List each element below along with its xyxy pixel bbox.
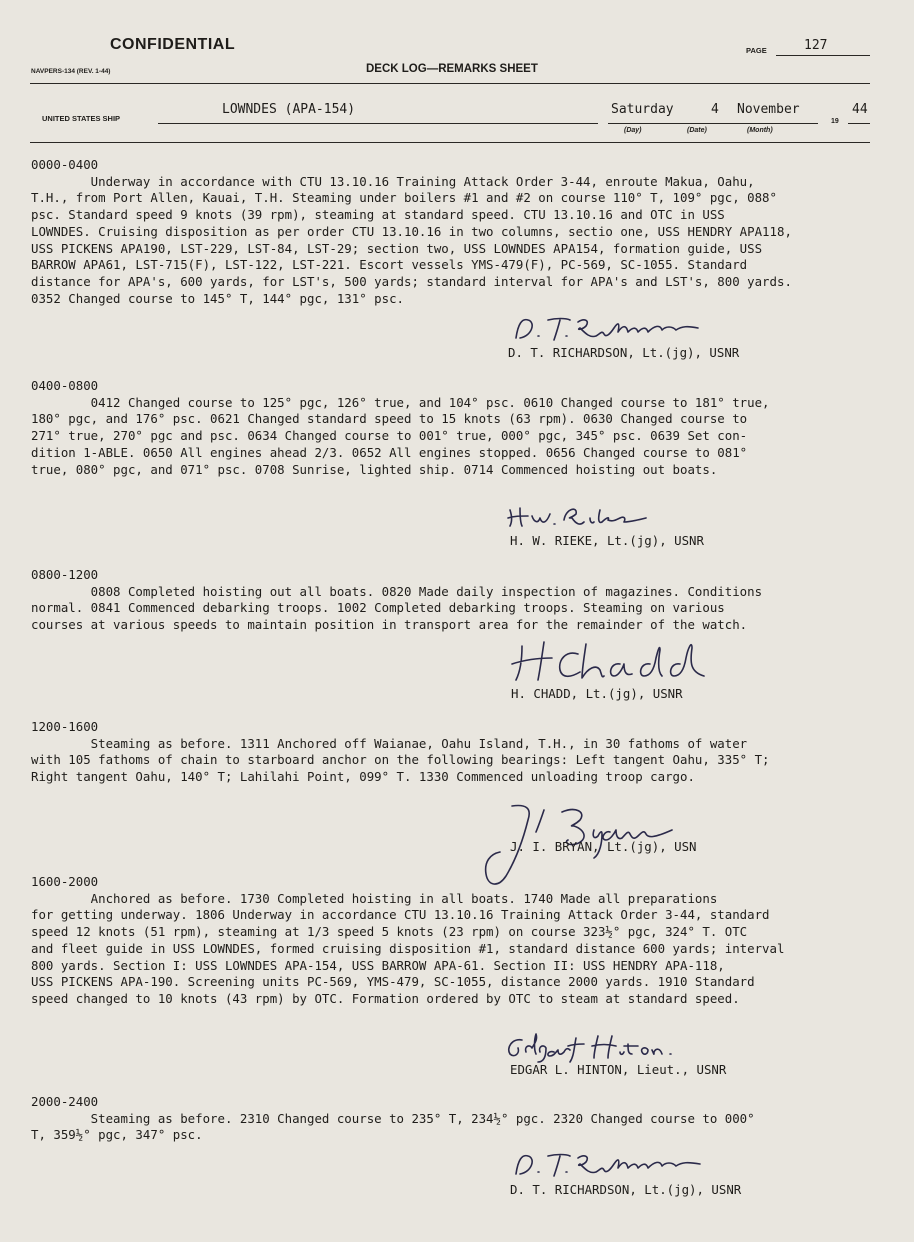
log-line: courses at various speeds to maintain position in transport area for the remainder of the watch. (31, 617, 748, 633)
log-line: and fleet guide in USS LOWNDES, formed cruising disposition #1, standard distance 600 yards; interval (31, 940, 785, 956)
log-month: November (737, 102, 800, 117)
day-caption: (Day) (624, 127, 642, 134)
watch-entry (31, 567, 762, 634)
year-prefix: 19 (831, 118, 839, 125)
log-line: Underway in accordance with CTU 13.10.16 Training Attack Order 3-44, enroute Makua, Oahu, (31, 173, 755, 189)
log-line: T, 359½° pgc, 347° psc. (31, 1127, 203, 1143)
log-line: 271° true, 270° pgc and psc. 0634 Changed course to 001° true, 000° pgc, 345° psc. 0639 Set con- (31, 428, 748, 444)
log-line: psc. Standard speed 9 knots (39 rpm), steaming at standard speed. CTU 13.10.16 and OTC in USS (31, 207, 725, 223)
watch-time: 0800-1200 (31, 567, 99, 582)
log-line: speed changed to 10 knots (43 rpm) by OTC. Formation ordered by OTC to steam at standard speed. (31, 990, 740, 1006)
log-line: Anchored as before. 1730 Completed hoisting in all boats. 1740 Made all preparations (31, 890, 718, 906)
ship-name: LOWNDES (APA-154) (222, 102, 356, 117)
log-line: T.H., from Port Allen, Kauai, T.H. Steaming under boilers #1 and #2 on course 110° T, 109° pgc, 088° (31, 190, 777, 206)
log-line: USS PICKENS APA190, LST-229, LST-84, LST-29; section two, USS LOWNDES APA154, formation guide, USS (31, 240, 763, 256)
log-line: 180° pgc, and 176° psc. 0621 Changed standard speed to 15 knots (63 rpm). 0630 Changed course to (31, 411, 748, 427)
month-caption: (Month) (747, 127, 773, 134)
handwritten-signature (508, 636, 718, 686)
log-line: LOWNDES. Cruising disposition as per order CTU 13.10.16 in two columns, sectio one, USS HENDRY APA118, (31, 223, 792, 239)
log-line: Steaming as before. 1311 Anchored off Waianae, Oahu Island, T.H., in 30 fathoms of water (31, 735, 748, 751)
header-rule (30, 83, 870, 84)
log-line: true, 080° pgc, and 071° psc. 0708 Sunrise, lighted ship. 0714 Commenced hoisting out boats. (31, 461, 718, 477)
sheet-title: DECK LOG—REMARKS SHEET (366, 63, 538, 75)
page-label: PAGE (746, 46, 767, 55)
date-line (608, 123, 818, 124)
handwritten-signature (508, 312, 718, 348)
watch-time: 0000-0400 (31, 157, 99, 172)
log-line: Right tangent Oahu, 140° T; Lahilahi Point, 099° T. 1330 Commenced unloading troop cargo. (31, 769, 695, 785)
ship-name-line (158, 123, 598, 124)
handwritten-signature (506, 500, 656, 530)
year-line (848, 123, 870, 124)
log-line: BARROW APA61, LST-715(F), LST-122, LST-221. Escort vessels YMS-479(F), PC-569, SC-1055. Standard (31, 257, 748, 273)
watch-time: 1600-2000 (31, 874, 99, 889)
watch-time: 0400-0800 (31, 378, 99, 393)
watch-time: 2000-2400 (31, 1094, 99, 1109)
page-number-line (776, 55, 870, 56)
officer-signature: H. CHADD, Lt.(jg), USNR (511, 686, 683, 701)
log-line: for getting underway. 1806 Underway in accordance CTU 13.10.16 Training Attack Order 3-44, standard (31, 907, 770, 923)
watch-entry (31, 719, 770, 786)
log-line: 0412 Changed course to 125° pgc, 126° true, and 104° psc. 0610 Changed course to 181° true, (31, 394, 770, 410)
officer-signature: H. W. RIEKE, Lt.(jg), USNR (510, 533, 704, 548)
date-caption: (Date) (687, 127, 707, 134)
officer-signature: D. T. RICHARDSON, Lt.(jg), USNR (508, 345, 740, 360)
handwritten-signature (504, 1030, 704, 1066)
page-number: 127 (804, 38, 828, 53)
log-line: 0808 Completed hoisting out all boats. 0820 Made daily inspection of magazines. Conditions (31, 583, 763, 599)
log-line: dition 1-ABLE. 0650 All engines ahead 2/3. 0652 All engines stopped. 0656 Changed course to 081° (31, 444, 748, 460)
log-year: 44 (852, 102, 868, 117)
watch-time: 1200-1600 (31, 719, 99, 734)
log-line: normal. 0841 Commenced debarking troops. 1002 Completed debarking troops. Steaming on various (31, 600, 725, 616)
officer-signature: J. I. BRYAN, Lt.(jg), USN (510, 839, 697, 854)
officer-signature: EDGAR L. HINTON, Lieut., USNR (510, 1062, 727, 1077)
log-date: 4 (711, 102, 719, 117)
officer-signature: D. T. RICHARDSON, Lt.(jg), USNR (510, 1182, 742, 1197)
log-line: distance for APA's, 600 yards, for LST's, 500 yards; standard interval for APA's and LST's, 800 yards. (31, 273, 792, 289)
watch-entry (31, 1094, 755, 1144)
log-line: Steaming as before. 2310 Changed course to 235° T, 234½° pgc. 2320 Changed course to 000° (31, 1110, 755, 1126)
watch-entry (31, 378, 770, 478)
header-bottom-rule (30, 142, 870, 143)
watch-entry (31, 157, 792, 307)
log-line: speed 12 knots (51 rpm), steaming at 1/3 speed 5 knots (23 rpm) on course 323½° pgc, 324° T. OTC (31, 924, 748, 940)
form-number: NAVPERS-134 (REV. 1-44) (31, 68, 111, 75)
watch-entry (31, 874, 784, 1008)
log-line: with 105 fathoms of chain to starboard anchor on the following bearings: Left tangent Oahu, 335° T; (31, 752, 770, 768)
handwritten-signature (508, 1146, 708, 1182)
classification-heading: CONFIDENTIAL (110, 36, 236, 53)
log-line: 0352 Changed course to 145° T, 144° pgc, 131° psc. (31, 290, 404, 306)
ship-label: UNITED STATES SHIP (42, 114, 121, 123)
log-line: USS PICKENS APA-190. Screening units PC-569, YMS-479, SC-1055, distance 2000 yards. 1910 Standard (31, 974, 755, 990)
log-day: Saturday (611, 102, 674, 117)
log-line: 800 yards. Section I: USS LOWNDES APA-154, USS BARROW APA-61. Section II: USS HENDRY APA-118, (31, 957, 725, 973)
